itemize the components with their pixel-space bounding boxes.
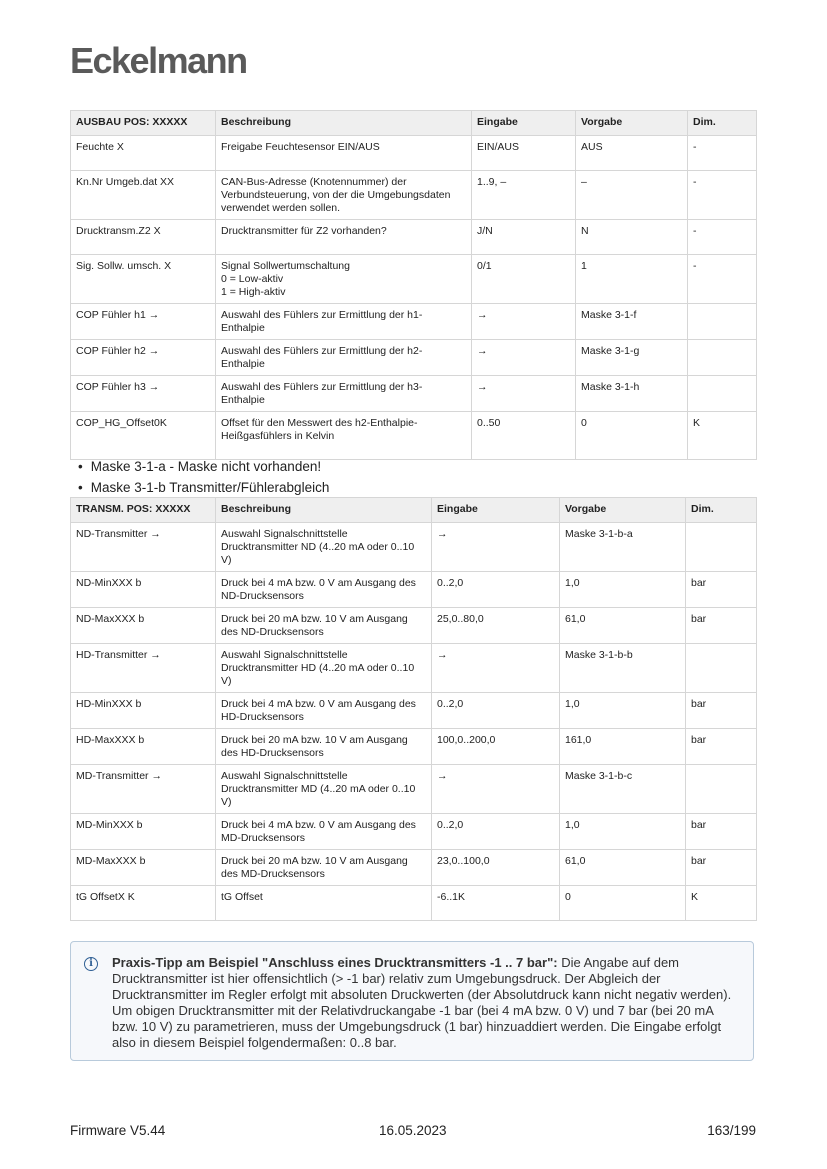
table-cell: → xyxy=(472,376,576,412)
table-row xyxy=(71,572,757,608)
table-cell: Offset für den Messwert des h2-Enthalpie-Heißgasfühlers in Kelvin xyxy=(216,412,472,460)
table-cell: HD-MaxXXX b xyxy=(71,729,216,765)
table-cell: Maske 3-1-h xyxy=(576,376,688,412)
table-cell: 161,0 xyxy=(560,729,686,765)
column-header: Beschreibung xyxy=(216,111,472,136)
table-cell xyxy=(688,304,757,340)
table-cell: Auswahl Signalschnittstelle Drucktransmitter MD (4..20 mA oder 0..10 V) xyxy=(216,765,432,814)
table-row xyxy=(71,171,757,220)
table-cell: Maske 3-1-f xyxy=(576,304,688,340)
table-cell: 0..2,0 xyxy=(432,572,560,608)
bullet-item: • Maske 3-1-b Transmitter/Fühlerabgleich xyxy=(78,477,329,498)
table-row xyxy=(71,886,757,921)
table-cell: CAN-Bus-Adresse (Knotennummer) der Verbundsteuerung, von der die Umgebungsdaten verwendet werden sollen. xyxy=(216,171,472,220)
ausbau-table xyxy=(70,110,757,460)
table-cell xyxy=(686,523,757,572)
table-cell: → xyxy=(472,340,576,376)
table-cell: bar xyxy=(686,850,757,886)
table-cell: bar xyxy=(686,814,757,850)
table-cell: Druck bei 20 mA bzw. 10 V am Ausgang des HD-Drucksensors xyxy=(216,729,432,765)
table-row xyxy=(71,376,757,412)
table-cell: Maske 3-1-g xyxy=(576,340,688,376)
table-cell: Druck bei 4 mA bzw. 0 V am Ausgang des MD-Drucksensors xyxy=(216,814,432,850)
table-cell: AUS xyxy=(576,136,688,171)
info-icon: i xyxy=(84,957,98,971)
column-header: TRANSM. POS: XXXXX xyxy=(71,498,216,523)
table-cell: 0 xyxy=(560,886,686,921)
table-cell: Freigabe Feuchtesensor EIN/AUS xyxy=(216,136,472,171)
table-cell: Drucktransmitter für Z2 vorhanden? xyxy=(216,220,472,255)
table-row xyxy=(71,814,757,850)
table-cell: - xyxy=(688,171,757,220)
table-cell: ND-Transmitter → xyxy=(71,523,216,572)
table-row xyxy=(71,850,757,886)
table-cell: bar xyxy=(686,608,757,644)
column-header: Eingabe xyxy=(432,498,560,523)
table-cell: COP_HG_Offset0K xyxy=(71,412,216,460)
table-cell: N xyxy=(576,220,688,255)
table-cell: - xyxy=(688,136,757,171)
table-row xyxy=(71,340,757,376)
table-cell xyxy=(686,644,757,693)
table-cell: Auswahl des Fühlers zur Ermittlung der h3-Enthalpie xyxy=(216,376,472,412)
table-row xyxy=(71,693,757,729)
table-cell: ND-MinXXX b xyxy=(71,572,216,608)
table-cell: MD-Transmitter → xyxy=(71,765,216,814)
table-cell: K xyxy=(686,886,757,921)
footer-firmware: Firmware V5.44 xyxy=(70,1123,166,1138)
table-cell xyxy=(688,340,757,376)
bullet-item: • Maske 3-1-a - Maske nicht vorhanden! xyxy=(78,456,329,477)
table-cell xyxy=(686,765,757,814)
table-cell: Druck bei 4 mA bzw. 0 V am Ausgang des ND-Drucksensors xyxy=(216,572,432,608)
table-cell: Kn.Nr Umgeb.dat XX xyxy=(71,171,216,220)
table-cell: Auswahl des Fühlers zur Ermittlung der h1-Enthalpie xyxy=(216,304,472,340)
table-cell: 61,0 xyxy=(560,608,686,644)
table-cell: 61,0 xyxy=(560,850,686,886)
column-header: Vorgabe xyxy=(560,498,686,523)
table-cell: Auswahl des Fühlers zur Ermittlung der h2-Enthalpie xyxy=(216,340,472,376)
mask-bullet-list xyxy=(78,456,329,498)
table-cell: Auswahl Signalschnittstelle Drucktransmitter HD (4..20 mA oder 0..10 V) xyxy=(216,644,432,693)
table-cell: – xyxy=(576,171,688,220)
table-cell: tG OffsetX K xyxy=(71,886,216,921)
table-cell: Maske 3-1-b-c xyxy=(560,765,686,814)
table-cell: - xyxy=(688,220,757,255)
table-row xyxy=(71,304,757,340)
table-header-row xyxy=(71,111,757,136)
table-row xyxy=(71,523,757,572)
table-row xyxy=(71,136,757,171)
table-row xyxy=(71,608,757,644)
table-cell: → xyxy=(432,523,560,572)
table-cell: COP Fühler h3 → xyxy=(71,376,216,412)
table-cell: Druck bei 4 mA bzw. 0 V am Ausgang des HD-Drucksensors xyxy=(216,693,432,729)
transmitter-table xyxy=(70,497,757,921)
table-row xyxy=(71,729,757,765)
table-cell: bar xyxy=(686,693,757,729)
table-header-row xyxy=(71,498,757,523)
table-cell: Drucktransm.Z2 X xyxy=(71,220,216,255)
table-cell: MD-MinXXX b xyxy=(71,814,216,850)
table-cell: 100,0..200,0 xyxy=(432,729,560,765)
table-cell: -6..1K xyxy=(432,886,560,921)
table-cell: → xyxy=(432,644,560,693)
table-cell: EIN/AUS xyxy=(472,136,576,171)
column-header: Vorgabe xyxy=(576,111,688,136)
table-cell: Druck bei 20 mA bzw. 10 V am Ausgang des ND-Drucksensors xyxy=(216,608,432,644)
table-cell: tG Offset xyxy=(216,886,432,921)
tip-text: Die Angabe auf dem Drucktransmitter ist hier offensichtlich (> -1 bar) relativ zum Umgebungsdruck. Der Abgleich der Drucktransmitter im Regler erfolgt mit absoluten Druckwerten (der Absolutdruck kann nicht negativ werden). Um obigen Drucktransmitter mit der Relativdruckangabe -1 bar (bei 4 mA bzw. 0 V) und 7 bar (bei 20 mA bzw. 10 V) zu parametrieren, muss der Umgebungsdruck (1 bar) hinzuaddiert werden. Die Eingabe erfolgt also in diesem Beispiel folgendermaßen: 0..8 bar. xyxy=(112,955,732,1050)
table-cell: Feuchte X xyxy=(71,136,216,171)
table-cell: 0..2,0 xyxy=(432,814,560,850)
table-cell: - xyxy=(688,255,757,304)
table-cell: HD-Transmitter → xyxy=(71,644,216,693)
table-row xyxy=(71,765,757,814)
table-cell: ND-MaxXXX b xyxy=(71,608,216,644)
table-row xyxy=(71,220,757,255)
table-cell: 23,0..100,0 xyxy=(432,850,560,886)
footer-page-number: 163/199 xyxy=(707,1123,756,1138)
table-cell: Auswahl Signalschnittstelle Drucktransmitter ND (4..20 mA oder 0..10 V) xyxy=(216,523,432,572)
column-header: Dim. xyxy=(688,111,757,136)
table-cell: 0..2,0 xyxy=(432,693,560,729)
table-cell: Signal Sollwertumschaltung 0 = Low-aktiv 1 = High-aktiv xyxy=(216,255,472,304)
table-row xyxy=(71,644,757,693)
table-cell: bar xyxy=(686,729,757,765)
table-cell: MD-MaxXXX b xyxy=(71,850,216,886)
table-cell: K xyxy=(688,412,757,460)
table-cell: bar xyxy=(686,572,757,608)
table-cell: Druck bei 20 mA bzw. 10 V am Ausgang des MD-Drucksensors xyxy=(216,850,432,886)
table-cell: J/N xyxy=(472,220,576,255)
table-row xyxy=(71,255,757,304)
column-header: Dim. xyxy=(686,498,757,523)
table-cell: 1,0 xyxy=(560,572,686,608)
table-cell: 1,0 xyxy=(560,693,686,729)
table-cell: Sig. Sollw. umsch. X xyxy=(71,255,216,304)
table-row xyxy=(71,412,757,460)
table-cell xyxy=(688,376,757,412)
table-cell: 1..9, – xyxy=(472,171,576,220)
table-cell: COP Fühler h1 → xyxy=(71,304,216,340)
table-cell: 0/1 xyxy=(472,255,576,304)
table-cell: 0 xyxy=(576,412,688,460)
eckelmann-logo: Eckelmann xyxy=(70,40,247,81)
table-cell: HD-MinXXX b xyxy=(71,693,216,729)
practice-tip-box xyxy=(70,941,754,1061)
table-cell: 25,0..80,0 xyxy=(432,608,560,644)
tip-title: Praxis-Tipp am Beispiel "Anschluss eines Drucktransmitters -1 .. 7 bar": xyxy=(112,955,558,970)
table-cell: Maske 3-1-b-b xyxy=(560,644,686,693)
column-header: Eingabe xyxy=(472,111,576,136)
table-cell: → xyxy=(432,765,560,814)
footer-date: 16.05.2023 xyxy=(379,1123,447,1138)
column-header: Beschreibung xyxy=(216,498,432,523)
table-cell: 1 xyxy=(576,255,688,304)
table-cell: 0..50 xyxy=(472,412,576,460)
table-cell: → xyxy=(472,304,576,340)
column-header: AUSBAU POS: XXXXX xyxy=(71,111,216,136)
table-cell: COP Fühler h2 → xyxy=(71,340,216,376)
table-cell: 1,0 xyxy=(560,814,686,850)
table-cell: Maske 3-1-b-a xyxy=(560,523,686,572)
